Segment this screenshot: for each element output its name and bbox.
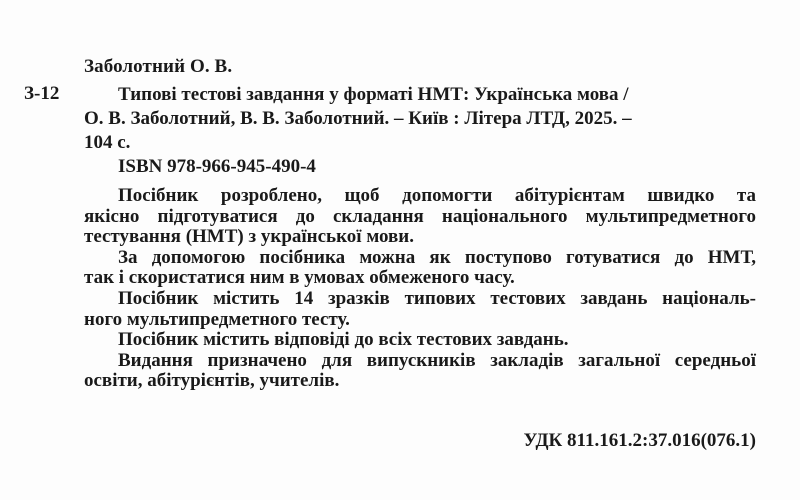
annotation-line: тестування (НМТ) з української мови. (84, 226, 414, 248)
bibliographic-line: 104 с. (84, 132, 131, 153)
udk-index: УДК 811.161.2:37.016(076.1) (523, 430, 756, 451)
bibliographic-line: Типові тестові завдання у форматі НМТ: Українська мова / (118, 84, 629, 105)
bibliographic-description (84, 83, 764, 155)
bibliographic-line: О. В. Заболотний, В. В. Заболотний. – Київ : Літера ЛТД, 2025. – (84, 108, 632, 129)
author-heading: Заболотний О. В. (84, 56, 233, 77)
annotation-line: якісно підготуватися до складання національного мультипредметного (84, 205, 756, 227)
annotation-line: Посібник містить 14 зразків типових тестових завдань національ- (118, 287, 756, 309)
classification-code: З-12 (24, 83, 60, 104)
annotation-line: освіти, абітурієнтів, учителів. (84, 370, 340, 392)
annotation-line: За допомогою посібника можна як поступово готуватися до НМТ, (118, 246, 756, 268)
annotation-line: Посібник розроблено, щоб допомогти абітурієнтам швидко та (118, 185, 756, 206)
annotation-line: ного мультипредметного тесту. (84, 308, 350, 330)
annotation-line: Видання призначено для випускників закладів загальної середньої (118, 349, 756, 371)
annotation-line: Посібник містить відповіді до всіх тестових завдань. (118, 329, 569, 351)
annotation-line: так і скористатися ним в умовах обмеженого часу. (84, 267, 515, 289)
annotation (84, 186, 756, 392)
isbn: ISBN 978-966-945-490-4 (118, 156, 316, 177)
